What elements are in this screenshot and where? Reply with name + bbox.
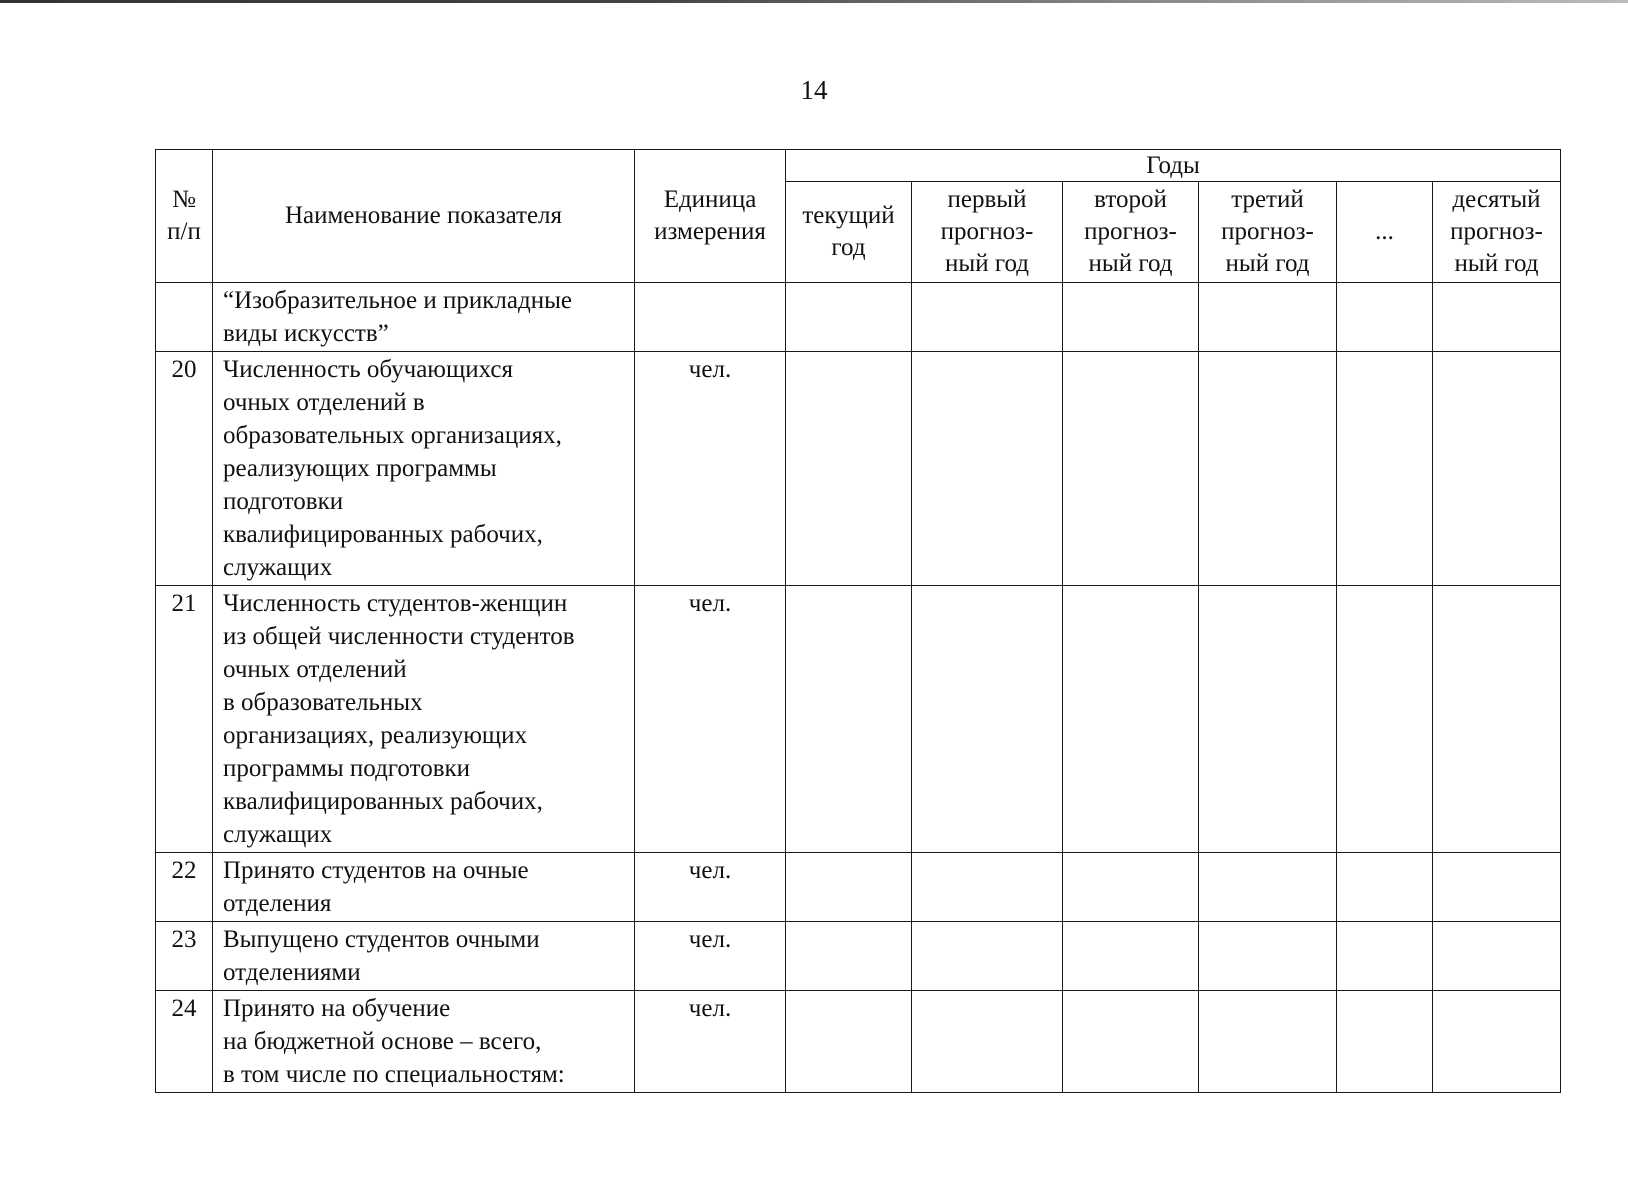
value-cell xyxy=(786,991,912,1093)
value-cell xyxy=(1063,586,1199,853)
value-cell xyxy=(1433,352,1561,586)
header-year-first: первый прогноз- ный год xyxy=(912,182,1063,283)
indicator-name: Численность студентов-женщин из общей численности студентов очных отделений в образовательных организациях, реализующих программы подготовки квалифицированных рабочих, служащих xyxy=(213,586,635,853)
value-cell xyxy=(1063,853,1199,922)
indicators-table xyxy=(155,149,1561,1093)
value-cell xyxy=(786,586,912,853)
unit-value: чел. xyxy=(635,991,786,1093)
table-row xyxy=(156,586,1561,853)
value-cell xyxy=(1199,352,1337,586)
value-cell xyxy=(1063,922,1199,991)
row-number: 23 xyxy=(156,922,213,991)
indicator-name: Принято студентов на очные отделения xyxy=(213,853,635,922)
value-cell xyxy=(912,922,1063,991)
table-row xyxy=(156,853,1561,922)
indicator-name: Численность обучающихся очных отделений в образовательных организациях, реализующих программы подготовки квалифицированных рабочих, служащих xyxy=(213,352,635,586)
indicator-name: “Изобразительное и прикладные виды искусств” xyxy=(213,283,635,352)
header-year-tenth: десятый прогноз- ный год xyxy=(1433,182,1561,283)
row-number: 21 xyxy=(156,586,213,853)
header-year-third: третий прогноз- ный год xyxy=(1199,182,1337,283)
unit-value: чел. xyxy=(635,352,786,586)
value-cell xyxy=(1337,586,1433,853)
value-cell xyxy=(786,283,912,352)
table-row xyxy=(156,283,1561,352)
value-cell xyxy=(1199,283,1337,352)
page-number: 14 xyxy=(800,75,828,105)
value-cell xyxy=(912,283,1063,352)
value-cell xyxy=(1337,283,1433,352)
value-cell xyxy=(912,586,1063,853)
value-cell xyxy=(786,352,912,586)
value-cell xyxy=(1337,922,1433,991)
value-cell xyxy=(1063,283,1199,352)
unit-value xyxy=(635,283,786,352)
header-year-second: второй прогноз- ный год xyxy=(1063,182,1199,283)
header-num: № п/п xyxy=(156,150,213,283)
unit-value: чел. xyxy=(635,586,786,853)
header-unit: Единица измерения xyxy=(635,150,786,283)
value-cell xyxy=(1063,352,1199,586)
value-cell xyxy=(1433,586,1561,853)
top-scan-edge xyxy=(0,0,1628,3)
value-cell xyxy=(912,352,1063,586)
value-cell xyxy=(1199,853,1337,922)
table-row xyxy=(156,352,1561,586)
value-cell xyxy=(1337,352,1433,586)
row-number: 22 xyxy=(156,853,213,922)
value-cell xyxy=(1337,853,1433,922)
row-number: 24 xyxy=(156,991,213,1093)
value-cell xyxy=(786,853,912,922)
header-year-current: текущий год xyxy=(786,182,912,283)
value-cell xyxy=(1433,922,1561,991)
unit-value: чел. xyxy=(635,922,786,991)
value-cell xyxy=(786,922,912,991)
indicator-name: Принято на обучение на бюджетной основе – всего, в том числе по специальностям: xyxy=(213,991,635,1093)
row-number: 20 xyxy=(156,352,213,586)
value-cell xyxy=(912,853,1063,922)
value-cell xyxy=(1199,991,1337,1093)
unit-value: чел. xyxy=(635,853,786,922)
value-cell xyxy=(912,991,1063,1093)
indicator-name: Выпущено студентов очными отделениями xyxy=(213,922,635,991)
value-cell xyxy=(1433,283,1561,352)
value-cell xyxy=(1199,586,1337,853)
value-cell xyxy=(1433,991,1561,1093)
table-row xyxy=(156,922,1561,991)
value-cell xyxy=(1337,991,1433,1093)
row-number xyxy=(156,283,213,352)
header-years-group: Годы xyxy=(786,150,1561,182)
header-name: Наименование показателя xyxy=(213,150,635,283)
header-row-top xyxy=(156,150,1561,182)
value-cell xyxy=(1433,853,1561,922)
header-year-ellipsis: ... xyxy=(1337,182,1433,283)
value-cell xyxy=(1063,991,1199,1093)
table-row xyxy=(156,991,1561,1093)
value-cell xyxy=(1199,922,1337,991)
